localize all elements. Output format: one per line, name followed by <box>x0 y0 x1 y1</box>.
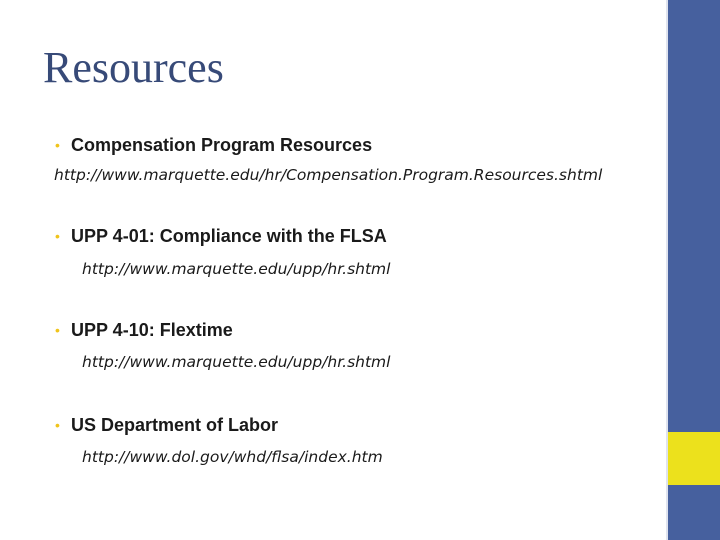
resource-item-upp-4-10 <box>55 319 233 341</box>
side-accent-block <box>668 432 720 485</box>
bullet-icon: • <box>55 228 60 244</box>
resource-link-compensation[interactable]: http://www.marquette.edu/hr/Compensation.Program.Resources.shtml <box>54 166 603 184</box>
resource-label: UPP 4-10: Flextime <box>71 320 233 340</box>
resource-item-compensation <box>55 134 372 156</box>
resource-link-dol[interactable]: http://www.dol.gov/whd/flsa/index.htm <box>82 448 383 466</box>
resource-label: Compensation Program Resources <box>71 135 373 155</box>
resource-item-dol <box>55 414 278 436</box>
resource-item-upp-4-01 <box>55 225 387 247</box>
resource-label: UPP 4-01: Compliance with the FLSA <box>71 226 387 246</box>
resource-label: US Department of Labor <box>71 415 279 435</box>
resource-link-upp-4-10[interactable]: http://www.marquette.edu/upp/hr.shtml <box>82 353 391 371</box>
resource-link-upp-4-01[interactable]: http://www.marquette.edu/upp/hr.shtml <box>82 260 391 278</box>
bullet-icon: • <box>55 137 60 153</box>
bullet-icon: • <box>55 322 60 338</box>
slide-title: Resources <box>43 43 224 92</box>
bullet-icon: • <box>55 417 60 433</box>
